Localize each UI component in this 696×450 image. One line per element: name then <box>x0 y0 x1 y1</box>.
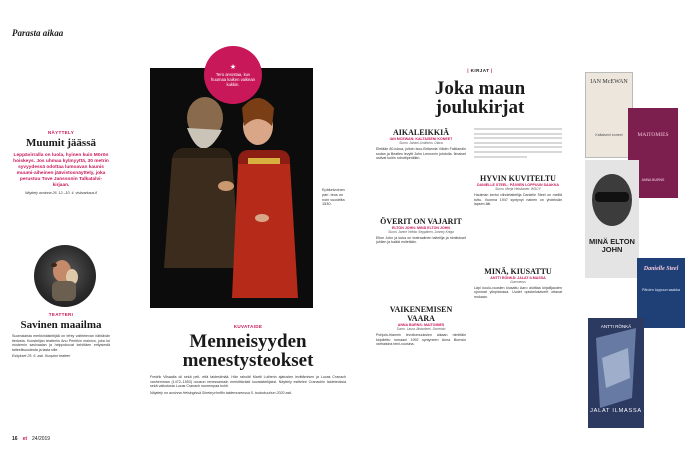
book-2-body: Elton John ja kuka on teatraalinen taiteilija ja nimitukset juhlien ja kaikki esitetään. <box>376 235 466 245</box>
cover-ronka-author: ANTTI RÖNKÄ <box>600 324 632 329</box>
book-5-body: Läpi koulu-vuosien kiusattu Aaro aloittaa kirjailijauden ujonmat yllopistossa. Uudet opiskelukaverit ottavat mukaan. <box>474 285 562 299</box>
kirjat-title-2: joulukirjat <box>435 97 525 118</box>
cover-mcewan <box>585 72 633 158</box>
book-1-body: Eletään 80-lukua, jolloin isoo-Britannia Väkiin Falklandin sodan ja Beatles levytti John Lennonin johdolla. Ilmaiset ostivat koitin robottiperäikin. <box>376 147 466 161</box>
book-1 <box>376 128 466 161</box>
book-4-subhead: DANIELLE STEEL: PÄIVIEN LOPPUUN SAAKKA <box>476 183 560 187</box>
books-column-a <box>376 128 466 347</box>
nayttely-tag: NÄYTTELY <box>47 130 75 135</box>
quote-bubble-text: Tero arvostaa, kuv huumaa kaiken vaikean kukkin. <box>211 71 255 87</box>
section-header: Parasta aikaa <box>12 28 64 38</box>
book-4 <box>474 174 562 207</box>
book-1-publisher: Suom. Juhani Lindholm. Otava <box>399 141 443 145</box>
kuvataide-block <box>150 324 346 395</box>
book-2-publisher: Suom. Jonne Velkko Seppänen, Johnny Kniga <box>388 229 454 234</box>
book-1-subhead: IAN MCEWAN: KALTAISENI KONEET <box>389 137 453 141</box>
nayttely-title: Muumit jäässä <box>26 137 96 149</box>
cover-steel-title: Päivien loppuun saakka <box>642 288 680 292</box>
cover-ronka-title: JALAT ILMASSA <box>590 408 642 414</box>
tag-bracket-right: | <box>489 68 493 73</box>
nayttely-lead: Leppävirralla on luola, hyinen kuin Mörön hoiskeys. Jos uhmaa kylmyyttä, 30 metrin syvyydessä odottaa lumoavan kaunis muumi-aiheinen jäävistosnäyttely, joka perustuu Tove Janssonin Talkatalvi-kirjaan. <box>13 153 109 188</box>
book-3-heading: VAIKENEMISEN VAARA <box>389 304 453 323</box>
teatteri-tag: TEATTERI <box>48 312 74 317</box>
books-column-b <box>474 128 562 300</box>
book-3-subhead: ANNA BURNS: MAITOMIES <box>397 322 445 327</box>
book-2 <box>376 217 466 245</box>
book-4-heading: HYVIN KUVITELTU <box>480 174 556 183</box>
book-2-subhead: ELTON JOHN: MINÄ ELTON JOHN <box>391 225 451 230</box>
tag-bracket-left: | <box>467 68 471 73</box>
painting-caption: Epäkelvoinen pari -teos on noin vuodelta 1530. <box>322 188 345 207</box>
cover-steel-author: Danielle Steel <box>643 266 679 272</box>
magazine-logo: et <box>22 436 28 442</box>
kirjat-title <box>400 79 560 117</box>
book-4-body: Haulman kertoi viihdetaiteilija Danielle Steel on meillä tuttu. Vuonna 1947 syntynyt nainen on yhdeksän lapsen äiti. <box>474 193 562 207</box>
painting <box>150 68 313 308</box>
cover-burns-author: ANNA BURNS <box>641 178 665 182</box>
left-column <box>12 130 110 196</box>
teatteri-body: Suomalaista merkkinäistelijää on tehty vaihtelevan nähtävän tiedosta. Koostelijan teatteriin Anu Pentikin mainion, joka toi modernin savivaalan ja helppokuvat kehittäen erityisestä taiteellisuudesta ja lasta sille. <box>12 334 110 352</box>
kuvataide-title-1: Menneisyyden <box>189 331 307 352</box>
page-footer <box>12 436 50 442</box>
book-4-publisher: Suom. Merja Heiskanen. WSOY <box>495 187 541 191</box>
book-5-publisher: Gummerus <box>510 279 526 284</box>
cover-mcewan-author: IAN McEWAN <box>590 79 628 85</box>
kuvataide-tag: KUVATAIDE <box>233 324 263 329</box>
star-icon: ★ <box>229 63 237 71</box>
book-5-subhead: ANTTI RÖNKÄ: JALAT ILMASSA <box>490 275 546 280</box>
book-5-heading: MINÄ, KIUSATTU <box>484 266 552 276</box>
cover-burns-title: MAITOMIES <box>637 132 669 138</box>
cover-elton <box>585 160 639 278</box>
kuvataide-title-2: menestysteokset <box>182 350 314 371</box>
kuvataide-body: Fredrik Vilsaalla oli sekä peli- että taidesilmää. Hän rahoitti Martti Lutherin ajatusten levittämisen ja Lucas Cranach vanhemman (1472–1553) nousun renessanssin merkittävästi kuvataiteilijaksi. Näyttely esittelee Cranachin taideteoksia sekä vaikutusta Lucas Cranach nuorempaa kohti. <box>150 375 346 389</box>
kuvataide-info: Näyttely on avoinna Helsingissä Sinebrychoffin taidemuseossa 5. toukokuuhun 2020 asti. <box>150 390 293 395</box>
nayttely-info: Näyttely avoinna 26. 12.–10. 4. visitvarkaus.fi <box>24 191 98 195</box>
page-number: 16 <box>12 436 18 442</box>
cover-steel <box>637 258 685 328</box>
book-3-body: Pohjois-Irlannin levottomuuksien aikaan nimittäin kirjoitettu romaani 1992 syntyneen Anna Burnsin varhaisina teini-vuosina. <box>376 332 466 347</box>
quote-bubble <box>204 46 262 104</box>
issue-number: 24/2019 <box>32 436 51 442</box>
book-3 <box>376 305 466 347</box>
teatteri-info: Esitykset 25. 6. asti. Kuopion teatteri <box>12 354 71 359</box>
book-3-publisher: Suom. Laura Jänisniemi. Docendo <box>396 326 446 331</box>
kirjat-title-1: Joka maun <box>434 78 526 99</box>
teatteri-title: Savinen maailma <box>20 319 102 331</box>
book-5 <box>474 267 562 300</box>
cover-elton-title: MINÄ ELTON JOHN <box>589 237 635 254</box>
kirjat-tag: | KIRJAT | <box>467 68 493 73</box>
book-1-heading: AIKALEIKKIÄ <box>392 128 449 137</box>
book-2-heading: ÖVERIT ON VAJARIT <box>380 216 462 226</box>
cover-mcewan-title: Kaltaiseni koneet <box>595 133 623 137</box>
teatteri-image <box>34 245 96 307</box>
column-b-lead-text <box>474 128 562 168</box>
cover-ronka <box>588 318 644 428</box>
teatteri-block <box>12 312 110 359</box>
